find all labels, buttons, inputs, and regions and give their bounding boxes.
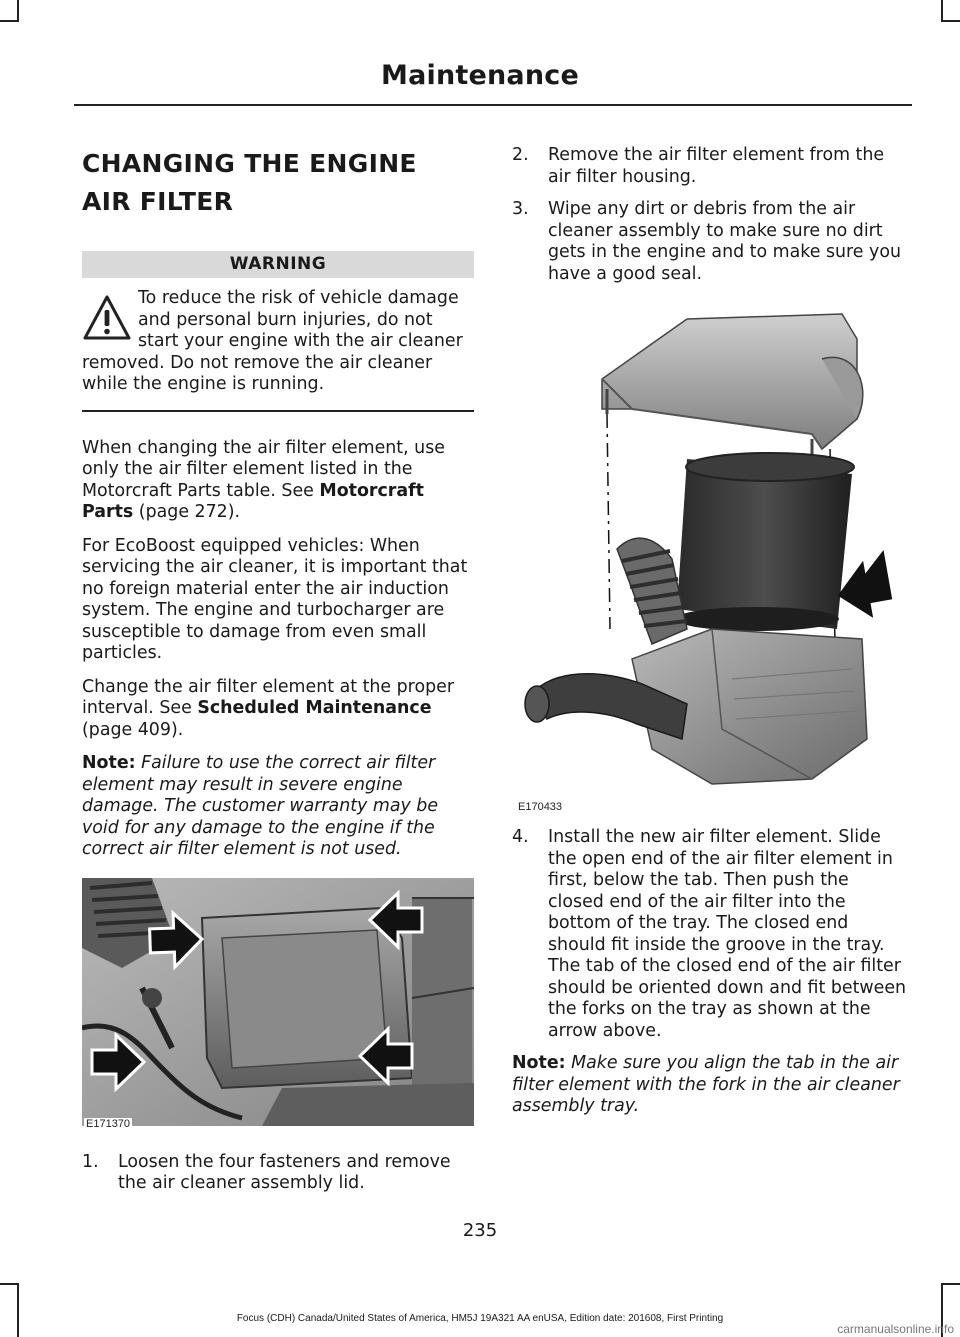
- figure-air-cleaner-lid: [82, 878, 474, 1136]
- page-ref: (page 272).: [133, 502, 241, 522]
- step-item: [82, 1152, 474, 1195]
- page-ref: (page 409).: [82, 719, 184, 740]
- page-header-title: Maintenance: [381, 60, 579, 91]
- page-number: 235: [462, 1220, 498, 1241]
- note: [512, 1053, 908, 1118]
- note-text: Make sure you align the tab in the air filter element with the fork in the air cleaner assembly tray.: [512, 1053, 900, 1116]
- crop-mark: [0, 1283, 19, 1285]
- step-text: Wipe any dirt or debris from the air cleaner assembly to make sure no dirt gets in the engine and to make sure you have a good seal.: [548, 199, 901, 284]
- section-title: CHANGING THE ENGINE AIR FILTER: [82, 149, 417, 216]
- figure-caption: E171370: [86, 1117, 131, 1130]
- paragraph-ecoboost: For EcoBoost equipped vehicles: When servicing the air cleaner, it is important that no foreign material enter the air induction system. The engine and turbocharger are susceptible to damage from even small particles.: [82, 535, 468, 663]
- motorcraft-parts-link[interactable]: Motorcraft Parts: [82, 480, 424, 522]
- step-number: 4.: [512, 827, 529, 847]
- paragraph-text: Change the air filter element at the proper interval. See: [82, 676, 454, 718]
- air-cleaner-lid-illustration: [82, 878, 474, 1126]
- header-divider: [74, 104, 912, 106]
- crop-mark: [941, 0, 943, 22]
- warning-triangle-icon: [82, 294, 132, 342]
- paragraph-interval: [82, 677, 474, 742]
- warning-label: WARNING: [82, 251, 474, 278]
- note-label: Note:: [82, 753, 136, 773]
- warning-text: To reduce the risk of vehicle damage and personal burn injuries, do not start your engine with the air cleaner removed. Do not remove the air cleaner while the engine is running.: [82, 288, 463, 394]
- step-text: Remove the air filter element from the air filter housing.: [548, 145, 885, 187]
- figure-caption: E170433: [518, 801, 563, 813]
- step-text: Loosen the four fasteners and remove the air cleaner assembly lid.: [118, 1151, 451, 1193]
- step-item: [512, 199, 908, 285]
- step-number: 2.: [512, 145, 529, 165]
- step-item: [512, 145, 908, 188]
- steps-right-bottom: [512, 827, 908, 1042]
- crop-mark: [941, 1283, 960, 1285]
- left-column: [82, 145, 474, 1206]
- steps-left: [82, 1152, 474, 1195]
- air-filter-exploded-illustration: [512, 299, 908, 799]
- paragraph-motorcraft: [82, 438, 474, 524]
- steps-right-top: [512, 145, 908, 285]
- crop-mark: [941, 20, 960, 22]
- note-text: Failure to use the correct air filter element may result in severe engine damage. The customer warranty may be void for any damage to the engine if the correct air filter element is not used.: [82, 753, 439, 859]
- step-number: 3.: [512, 199, 529, 219]
- scheduled-maintenance-link[interactable]: Scheduled Maintenance: [197, 698, 432, 718]
- intake-bellows: [617, 538, 687, 644]
- crop-mark: [0, 20, 19, 22]
- note-label: Note:: [512, 1053, 566, 1073]
- crop-mark: [17, 1283, 19, 1337]
- air-cleaner-lid: [602, 314, 863, 467]
- right-column: [512, 145, 908, 1130]
- warning-box: [82, 251, 474, 412]
- paragraph-text: When changing the air filter element, use only the air filter element listed in the Motorcraft Parts table. See: [82, 437, 445, 501]
- figure-air-filter-exploded: [512, 299, 908, 819]
- watermark: carmanualsonline.info: [837, 1322, 954, 1336]
- footer-edition-info: Focus (CDH) Canada/United States of America, HM5J 19A321 AA enUSA, Edition date: 201608, First Printing: [236, 1313, 724, 1324]
- note: [82, 753, 474, 861]
- air-filter-element: [675, 453, 854, 631]
- warning-body: [82, 288, 474, 396]
- crop-mark: [17, 0, 19, 22]
- step-text: Install the new air filter element. Slide the open end of the air filter element in first, below the tab. Then push the closed end of the air filter into the bottom of the tray. The closed end should fit inside the groove in the tray. The tab of the closed end of the air filter should be oriented down and fit between the forks on the tray as shown at the arrow above.: [548, 827, 907, 1041]
- step-item: [512, 827, 908, 1042]
- step-number: 1.: [82, 1151, 99, 1172]
